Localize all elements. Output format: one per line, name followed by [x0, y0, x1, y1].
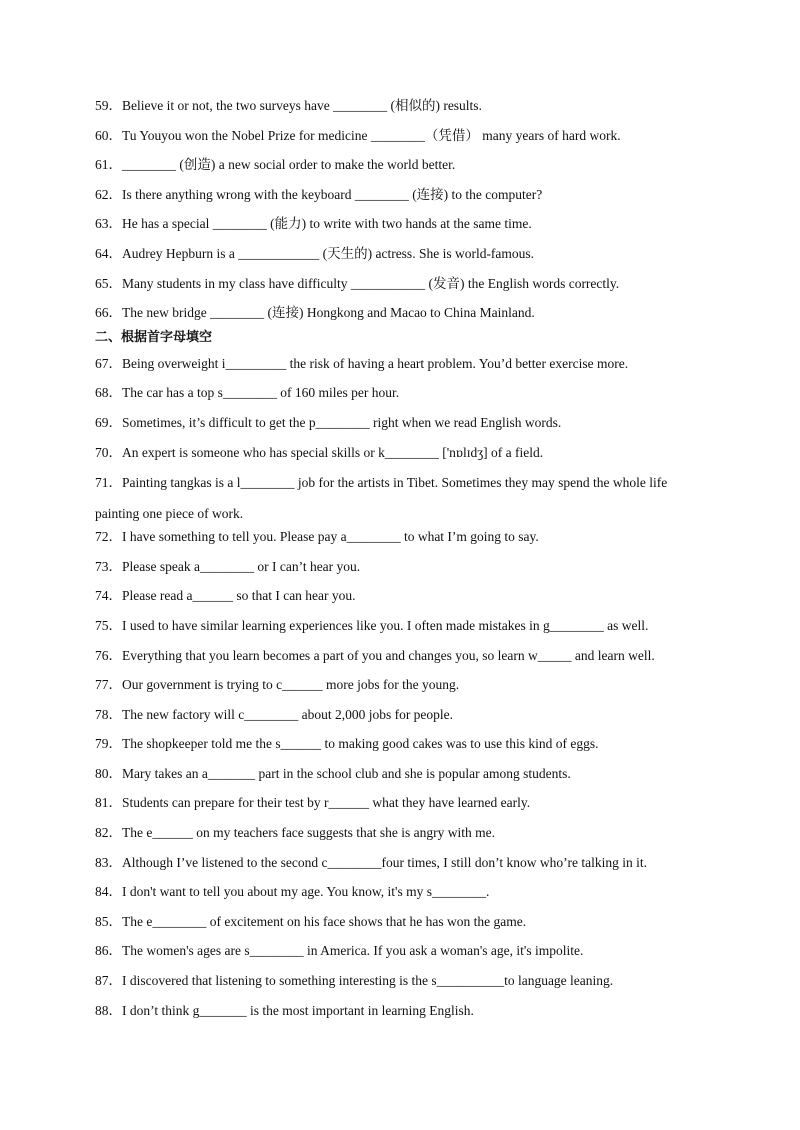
question-59 — [95, 96, 705, 126]
question-text: I don't want to tell you about my age. You know, it's my s________. — [122, 884, 490, 900]
question-87 — [95, 971, 705, 1001]
question-74 — [95, 586, 705, 616]
question-85 — [95, 912, 705, 942]
question-number: 72． — [95, 529, 122, 545]
worksheet-page — [95, 96, 705, 1030]
question-number: 79． — [95, 736, 122, 752]
question-list-part2 — [95, 354, 705, 1030]
question-75 — [95, 616, 705, 646]
question-82 — [95, 823, 705, 853]
question-number: 84． — [95, 884, 122, 900]
question-76 — [95, 646, 705, 676]
question-number: 85． — [95, 913, 122, 929]
question-text: Everything that you learn becomes a part of you and changes you, so learn w_____ and learn well. — [122, 647, 655, 663]
question-number: 62． — [95, 186, 122, 202]
question-number: 70． — [95, 444, 122, 460]
question-84 — [95, 882, 705, 912]
question-number: 88． — [95, 1002, 122, 1018]
question-text: Although I’ve listened to the second c________four times, I still don’t know who’re talking in it. — [122, 854, 648, 870]
question-text: The e______ on my teachers face suggests that she is angry with me. — [122, 825, 496, 841]
question-79 — [95, 734, 705, 764]
question-number: 61． — [95, 157, 122, 173]
question-88 — [95, 1001, 705, 1031]
question-64 — [95, 244, 705, 274]
question-text: Sometimes, it’s difficult to get the p________ right when we read English words. — [122, 414, 562, 430]
question-number: 66． — [95, 305, 122, 321]
question-number: 73． — [95, 558, 122, 574]
question-text: An expert is someone who has special skills or k________ ['nɒlɪdʒ] of a field. — [122, 444, 544, 460]
question-number: 67． — [95, 355, 122, 371]
question-text: Students can prepare for their test by r______ what they have learned early. — [122, 795, 531, 811]
question-text: Is there anything wrong with the keyboard ________ (连接) to the computer? — [122, 186, 543, 202]
question-61 — [95, 155, 705, 185]
question-text: I used to have similar learning experiences like you. I often made mistakes in g________ as well. — [122, 617, 649, 633]
question-text: Many students in my class have difficulty ___________ (发音) the English words correctly. — [122, 275, 620, 291]
question-86 — [95, 941, 705, 971]
question-text: Our government is trying to c______ more jobs for the young. — [122, 677, 460, 693]
question-72 — [95, 527, 705, 557]
question-text: Painting tangkas is a l________ job for the artists in Tibet. Sometimes they may spend the whole life painting one piece of work. — [95, 475, 668, 522]
question-number: 75． — [95, 617, 122, 633]
section-heading: 二、根据首字母填空 — [95, 329, 213, 345]
question-number: 81． — [95, 795, 122, 811]
question-81 — [95, 793, 705, 823]
question-number: 87． — [95, 973, 122, 989]
question-80 — [95, 764, 705, 794]
question-number: 86． — [95, 943, 122, 959]
question-number: 60． — [95, 127, 122, 143]
question-text: Being overweight i_________ the risk of having a heart problem. You’d better exercise more. — [122, 355, 629, 371]
question-text: I discovered that listening to something interesting is the s__________to language leaning. — [122, 973, 614, 989]
question-list-part1 — [95, 96, 705, 333]
question-text: Mary takes an a_______ part in the school club and she is popular among students. — [122, 765, 571, 781]
question-text: I don’t think g_______ is the most important in learning English. — [122, 1002, 474, 1018]
question-text: The car has a top s________ of 160 miles per hour. — [122, 385, 400, 401]
question-68 — [95, 383, 705, 413]
question-71 — [95, 467, 705, 529]
question-number: 78． — [95, 706, 122, 722]
question-text: He has a special ________ (能力) to write with two hands at the same time. — [122, 216, 532, 232]
question-62 — [95, 185, 705, 215]
question-78 — [95, 705, 705, 735]
question-text: Tu Youyou won the Nobel Prize for medicine ________（凭借） many years of hard work. — [122, 127, 621, 143]
question-number: 69． — [95, 414, 122, 430]
question-67 — [95, 354, 705, 384]
question-66 — [95, 303, 705, 333]
question-number: 74． — [95, 588, 122, 604]
question-text: Please speak a________ or I can’t hear you. — [122, 558, 361, 574]
question-number: 65． — [95, 275, 122, 291]
question-number: 76． — [95, 647, 122, 663]
question-text: ________ (创造) a new social order to make the world better. — [122, 157, 456, 173]
question-text: The shopkeeper told me the s______ to making good cakes was to use this kind of eggs. — [122, 736, 599, 752]
question-text: Audrey Hepburn is a ____________ (天生的) actress. She is world-famous. — [122, 245, 535, 261]
question-text: Believe it or not, the two surveys have ________ (相似的) results. — [122, 98, 482, 113]
question-text: The women's ages are s________ in America. If you ask a woman's age, it's impolite. — [122, 943, 584, 959]
question-number: 80． — [95, 765, 122, 781]
question-73 — [95, 557, 705, 587]
question-69 — [95, 413, 705, 443]
question-text: The e________ of excitement on his face shows that he has won the game. — [122, 913, 527, 929]
question-number: 71． — [95, 475, 122, 491]
question-text: Please read a______ so that I can hear you. — [122, 588, 356, 604]
question-number: 63． — [95, 216, 122, 232]
question-65 — [95, 274, 705, 304]
question-83 — [95, 853, 705, 883]
question-text: The new factory will c________ about 2,000 jobs for people. — [122, 706, 454, 722]
question-number: 82． — [95, 825, 122, 841]
question-77 — [95, 675, 705, 705]
question-60 — [95, 126, 705, 156]
question-text: I have something to tell you. Please pay a________ to what I’m going to say. — [122, 529, 539, 545]
question-number: 64． — [95, 245, 122, 261]
question-63 — [95, 214, 705, 244]
question-text: The new bridge ________ (连接) Hongkong and Macao to China Mainland. — [122, 305, 535, 321]
question-number: 83． — [95, 854, 122, 870]
question-number: 77． — [95, 677, 122, 693]
question-number: 59． — [95, 98, 122, 113]
question-number: 68． — [95, 385, 122, 401]
